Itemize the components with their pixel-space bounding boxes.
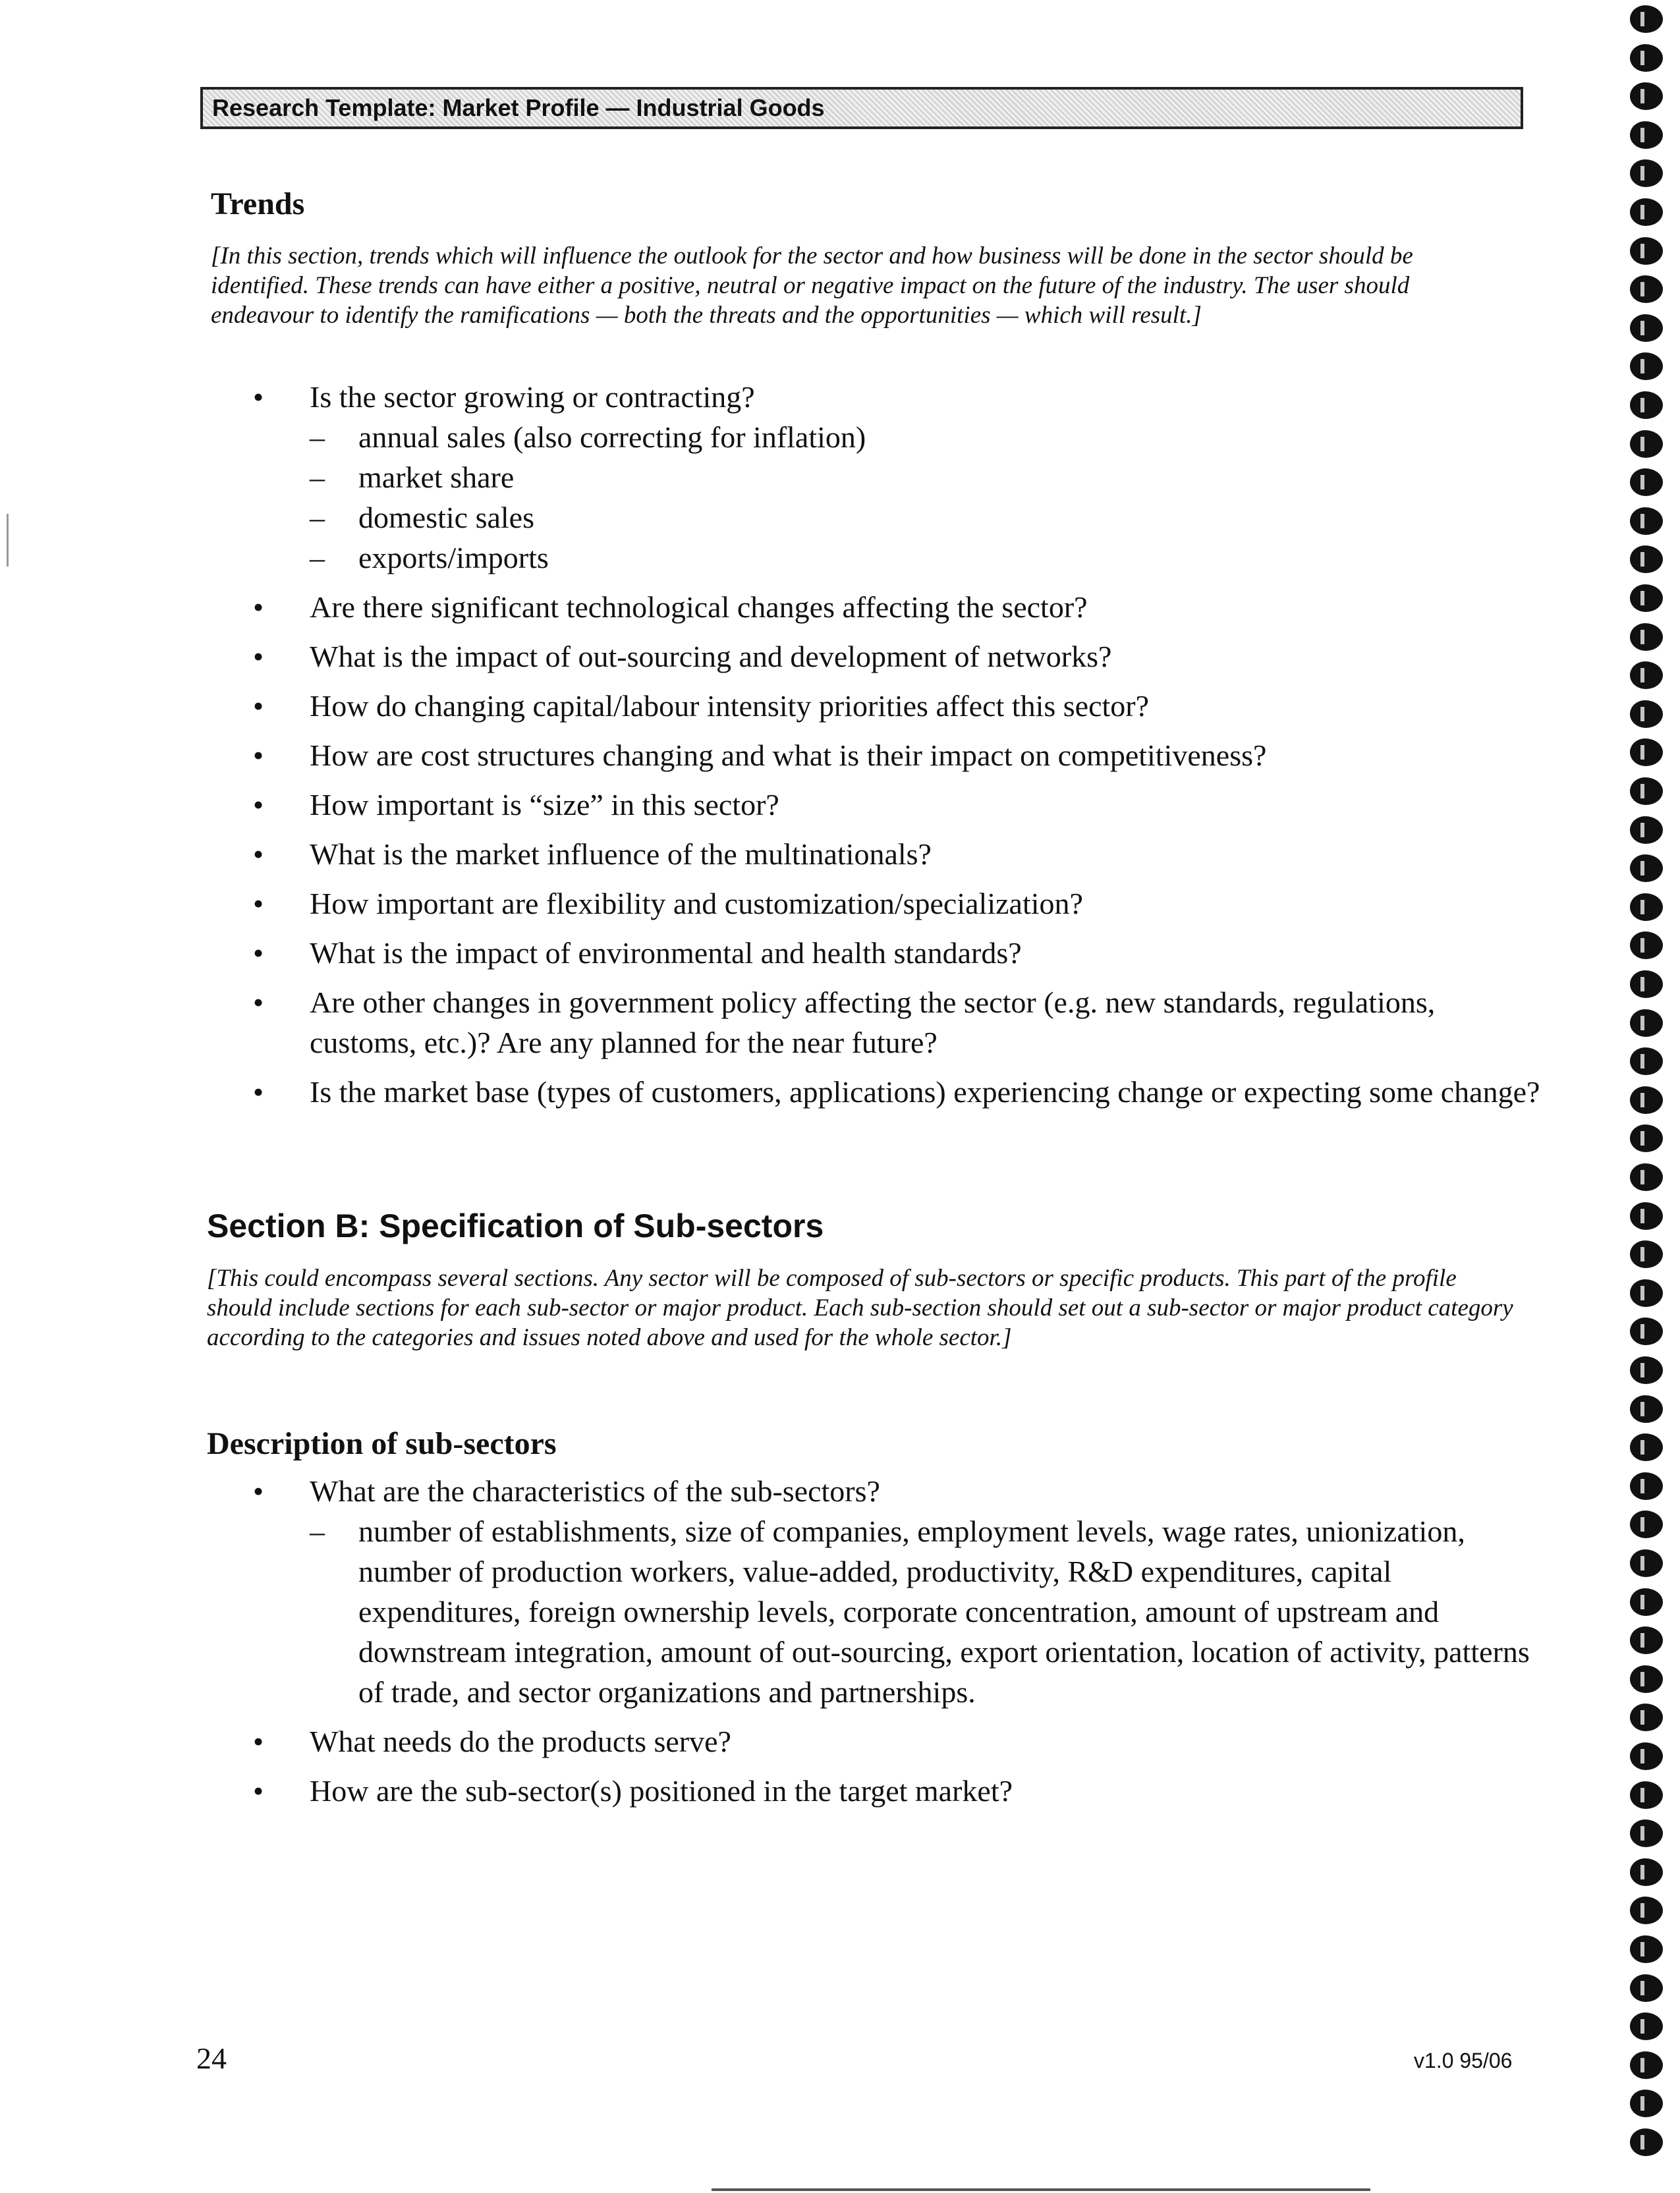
binding-hole	[1630, 1704, 1663, 1731]
trends-heading: Trends	[211, 186, 305, 221]
binding-hole	[1630, 1974, 1663, 2002]
section-b-note: [This could encompass several sections. Any sector will be composed of sub-sectors or specific products. This part of the profile should include sections for each sub-sector or major product. Each sub-section should set out a sub-sector or major product category according to the categories and issues noted above and used for the whole sector.]	[207, 1265, 1513, 1351]
sub-list	[253, 1511, 1544, 1712]
binding-hole	[1630, 2051, 1663, 2079]
binding-hole	[1630, 545, 1663, 573]
binding-hole	[1630, 1549, 1663, 1577]
binding-hole	[1630, 1781, 1663, 1809]
sub-list-item	[253, 538, 1544, 578]
header-title: Research Template: Market Profile — Industrial Goods	[212, 94, 825, 121]
binding-hole	[1630, 314, 1663, 342]
list-item	[253, 377, 1544, 417]
binding-hole	[1630, 1240, 1663, 1268]
binding-hole	[1630, 82, 1663, 110]
binding-hole	[1630, 507, 1663, 535]
binding-hole	[1630, 1626, 1663, 1654]
bullet-marker: •	[253, 1075, 264, 1109]
dash-marker: –	[310, 541, 325, 574]
binding-hole	[1630, 237, 1663, 265]
binding-hole	[1630, 700, 1663, 728]
trends-note: [In this section, trends which will influence the outlook for the sector and how business will be done in the sector should be identified. These trends can have either a positive, neutral or negative impact on the future of the industry. The user should endeavour to identify the ramifications — both the threats and the opportunities — which will result.]	[211, 242, 1413, 329]
bullet-marker: •	[253, 1474, 264, 1508]
scan-bottom-line	[712, 2188, 1370, 2191]
binding-hole	[1630, 738, 1663, 766]
bullet-marker: •	[253, 887, 264, 920]
binding-hole	[1630, 5, 1663, 33]
binding-hole	[1630, 352, 1663, 380]
binding-hole	[1630, 931, 1663, 959]
binding-hole	[1630, 2013, 1663, 2040]
list-item	[253, 686, 1544, 726]
binding-hole	[1630, 1433, 1663, 1461]
binding-hole	[1630, 391, 1663, 419]
binding-hole	[1630, 1858, 1663, 1886]
binding-hole	[1630, 816, 1663, 844]
bullet-marker: •	[253, 640, 264, 673]
list-item	[253, 1721, 1544, 1762]
binding-hole	[1630, 1356, 1663, 1384]
list-item	[253, 636, 1544, 677]
list-item-text: What is the impact of out-sourcing and development of networks?	[310, 640, 1112, 673]
binding-hole	[1630, 1395, 1663, 1423]
binding-hole	[1630, 2090, 1663, 2117]
bullet-marker: •	[253, 936, 264, 970]
binding-hole	[1630, 584, 1663, 612]
list-item-text: What is the market influence of the multinationals?	[310, 837, 932, 871]
dash-marker: –	[310, 501, 325, 534]
list-item-text: How are the sub-sector(s) positioned in the target market?	[310, 1774, 1013, 1808]
list-item	[253, 1771, 1544, 1811]
description-heading: Description of sub-sectors	[207, 1426, 557, 1461]
list-item	[253, 834, 1544, 874]
binding-hole	[1630, 2128, 1663, 2156]
binding-hole	[1630, 777, 1663, 805]
list-item-text: Are other changes in government policy affecting the sector (e.g. new standards, regulations, customs, etc.)? Are any planned for the near future?	[310, 985, 1436, 1059]
binding-hole	[1630, 1665, 1663, 1693]
section-b-heading: Section B: Specification of Sub-sectors	[207, 1208, 824, 1244]
trends-list	[253, 377, 1544, 1121]
sub-list-item-text: domestic sales	[358, 501, 534, 534]
list-item	[253, 933, 1544, 973]
binding-hole	[1630, 159, 1663, 187]
bullet-marker: •	[253, 380, 264, 414]
list-item-text: Is the sector growing or contracting?	[310, 380, 755, 414]
bullet-marker: •	[253, 590, 264, 624]
list-item-text: What needs do the products serve?	[310, 1725, 731, 1758]
list-item	[253, 1471, 1544, 1511]
list-item	[253, 735, 1544, 775]
list-item	[253, 982, 1544, 1063]
binding-hole	[1630, 1047, 1663, 1075]
list-item	[253, 1072, 1544, 1112]
list-item-text: What is the impact of environmental and health standards?	[310, 936, 1022, 970]
scan-margin-mark	[7, 514, 9, 567]
sub-list-item	[253, 417, 1544, 457]
binding-hole	[1630, 1279, 1663, 1307]
sub-list-item	[253, 457, 1544, 497]
header-bar	[200, 87, 1523, 129]
binding-hole	[1630, 1202, 1663, 1230]
binding-hole	[1630, 1163, 1663, 1191]
list-item	[253, 587, 1544, 627]
binding-hole	[1630, 121, 1663, 149]
binding-hole	[1630, 1742, 1663, 1770]
binding-hole	[1630, 854, 1663, 882]
binding-hole	[1630, 970, 1663, 998]
binding-holes	[1630, 0, 1669, 2193]
sub-list-item	[253, 497, 1544, 538]
bullet-marker: •	[253, 1725, 264, 1758]
binding-hole	[1630, 1124, 1663, 1152]
bullet-marker: •	[253, 738, 264, 772]
list-item-text: How do changing capital/labour intensity priorities affect this sector?	[310, 689, 1150, 723]
binding-hole	[1630, 623, 1663, 651]
page-number: 24	[196, 2041, 227, 2075]
list-item-text: How important is “size” in this sector?	[310, 788, 779, 821]
binding-hole	[1630, 1935, 1663, 1963]
dash-marker: –	[310, 1514, 325, 1548]
list-item-text: Are there significant technological changes affecting the sector?	[310, 590, 1088, 624]
binding-hole	[1630, 1009, 1663, 1037]
list-item-text: How are cost structures changing and what is their impact on competitiveness?	[310, 738, 1267, 772]
sub-list-item-text: number of establishments, size of companies, employment levels, wage rates, unionization, number of production workers, value-added, productivity, R&D expenditures, capital expenditures, foreign ownership levels, corporate concentration, amount of upstream and downstream integration, amount of out-sourcing, export orientation, location of activity, patterns of trade, and sector organizations and partnerships.	[358, 1514, 1530, 1709]
binding-hole	[1630, 1472, 1663, 1500]
sub-list-item-text: market share	[358, 460, 515, 494]
binding-hole	[1630, 893, 1663, 921]
list-item	[253, 883, 1544, 924]
list-item-text: Is the market base (types of customers, applications) experiencing change or expecting some change?	[310, 1075, 1540, 1109]
bullet-marker: •	[253, 1774, 264, 1808]
description-list	[253, 1471, 1544, 1820]
list-item	[253, 785, 1544, 825]
bullet-marker: •	[253, 689, 264, 723]
list-item-text: How important are flexibility and customization/specialization?	[310, 887, 1083, 920]
sub-list-item-text: annual sales (also correcting for inflation)	[358, 420, 866, 454]
binding-hole	[1630, 1511, 1663, 1538]
binding-hole	[1630, 1819, 1663, 1847]
binding-hole	[1630, 198, 1663, 226]
bullet-marker: •	[253, 985, 264, 1019]
sub-list-item	[253, 1511, 1544, 1712]
binding-hole	[1630, 1318, 1663, 1345]
binding-hole	[1630, 661, 1663, 689]
bullet-marker: •	[253, 837, 264, 871]
version-label: v1.0 95/06	[1414, 2049, 1513, 2072]
binding-hole	[1630, 430, 1663, 458]
list-item-text: What are the characteristics of the sub-sectors?	[310, 1474, 880, 1508]
binding-hole	[1630, 44, 1663, 72]
dash-marker: –	[310, 460, 325, 494]
binding-hole	[1630, 275, 1663, 303]
binding-hole	[1630, 1588, 1663, 1616]
sub-list-item-text: exports/imports	[358, 541, 549, 574]
bullet-marker: •	[253, 788, 264, 821]
sub-list	[253, 417, 1544, 578]
binding-hole	[1630, 1086, 1663, 1114]
binding-hole	[1630, 1897, 1663, 1924]
binding-hole	[1630, 468, 1663, 496]
dash-marker: –	[310, 420, 325, 454]
